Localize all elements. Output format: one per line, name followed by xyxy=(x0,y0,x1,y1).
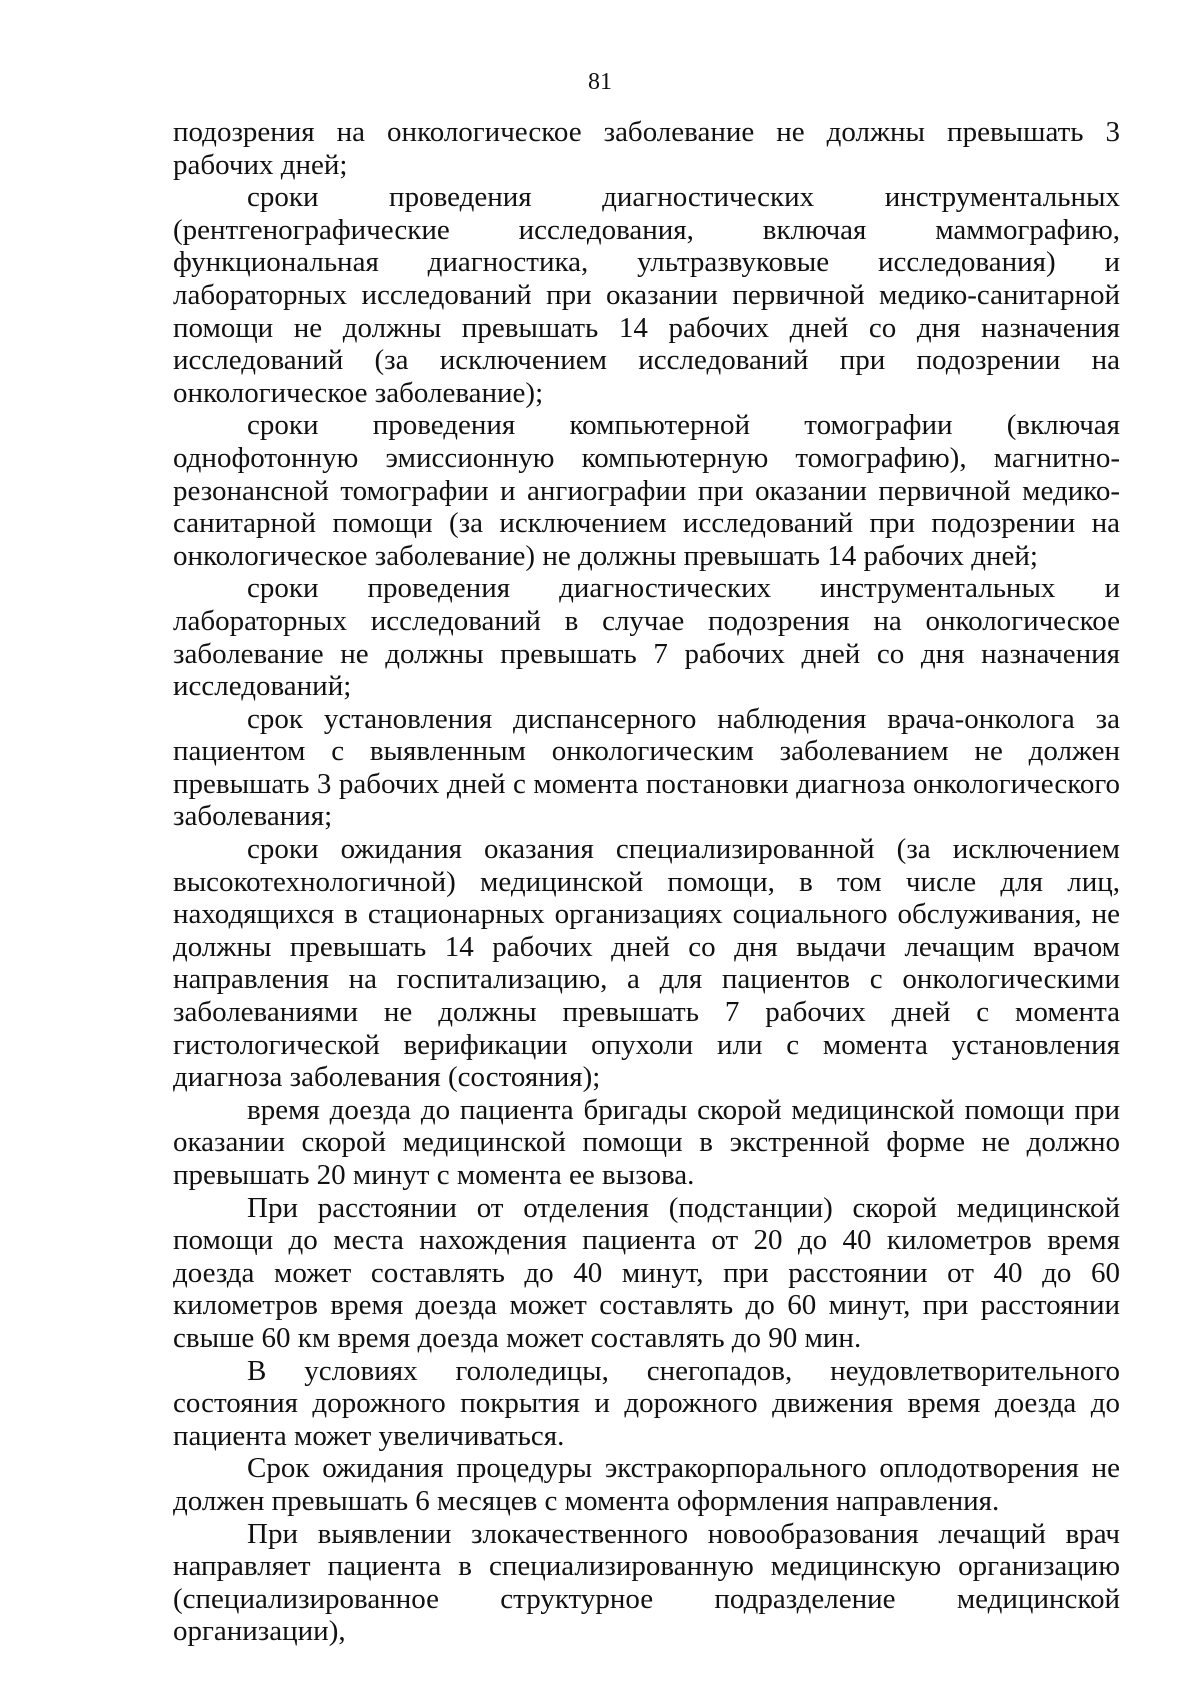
paragraph-ambulance-arrival-time: время доезда до пациента бригады скорой медицинской помощи при оказании скорой медицинской помощи в экстренной форме не должно превышать 20 минут с момента ее вызова. xyxy=(173,1093,1120,1191)
paragraph-ct-mri-terms: сроки проведения компьютерной томографии (включая однофотонную эмиссионную компьютерную томографию), магнитно-резонансной томографии и ангиографии при оказании первичной медико-санитарной помощи (за исключением исследований при подозрении на онкологическое заболевание) не должны превышать 14 рабочих дней; xyxy=(173,409,1120,572)
paragraph-instrumental-lab-terms: сроки проведения диагностических инструментальных (рентгенографические исследования, включая маммографию, функциональная диагностика, ультразвуковые исследования) и лабораторных исследований при оказании первичной медико-санитарной помощи не должны превышать 14 рабочих дней со дня назначения исследований (за исключением исследований при подозрении на онкологическое заболевание); xyxy=(173,181,1120,409)
paragraph-continuation: подозрения на онкологическое заболевание не должны превышать 3 рабочих дней; xyxy=(173,116,1120,181)
page-number: 81 xyxy=(588,69,612,95)
paragraph-ambulance-distance-times: При расстоянии от отделения (подстанции) скорой медицинской помощи до места нахождения пациента от 20 до 40 километров время доезда может составлять до 40 минут, при расстоянии от 40 до 60 километров время доезда может составлять до 60 минут, при расстоянии свыше 60 км время доезда может составлять до 90 мин. xyxy=(173,1191,1120,1354)
paragraph-ivf-waiting: Срок ожидания процедуры экстракорпорального оплодотворения не должен превышать 6 месяцев с момента оформления направления. xyxy=(173,1452,1120,1517)
paragraph-specialized-care-waiting: сроки ожидания оказания специализированной (за исключением высокотехнологичной) медицинской помощи, в том числе для лиц, находящихся в стационарных организациях социального обслуживания, не должны превышать 14 рабочих дней со дня выдачи лечащим врачом направления на госпитализацию, а для пациентов с онкологическими заболеваниями не должны превышать 7 рабочих дней с момента гистологической верификации опухоли или с момента установления диагноза заболевания (состояния); xyxy=(173,833,1120,1094)
paragraph-weather-conditions: В условиях гололедицы, снегопадов, неудовлетворительного состояния дорожного покрытия и дорожного движения время доезда до пациента может увеличиваться. xyxy=(173,1354,1120,1452)
document-body xyxy=(173,116,1120,1648)
paragraph-malignancy-referral: При выявлении злокачественного новообразования лечащий врач направляет пациента в специализированную медицинскую организацию (специализированное структурное подразделение медицинской организации), xyxy=(173,1517,1120,1648)
paragraph-oncology-diagnostic-terms: сроки проведения диагностических инструментальных и лабораторных исследований в случае подозрения на онкологическое заболевание не должны превышать 7 рабочих дней со дня назначения исследований; xyxy=(173,572,1120,703)
paragraph-oncologist-observation-term: срок установления диспансерного наблюдения врача-онколога за пациентом с выявленным онкологическим заболеванием не должен превышать 3 рабочих дней с момента постановки диагноза онкологического заболевания; xyxy=(173,702,1120,833)
